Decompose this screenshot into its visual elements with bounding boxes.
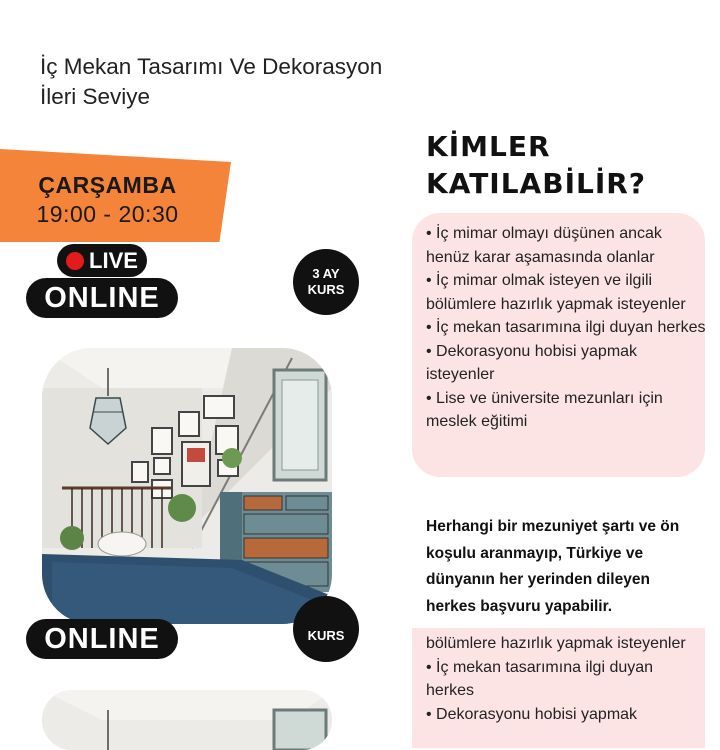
list-fragment: herkes xyxy=(426,682,475,699)
list-fragment-text: İç mekan tasarımına ilgi duyan xyxy=(436,658,654,676)
audience-heading xyxy=(426,128,706,202)
live-label: LIVE xyxy=(89,247,138,273)
duration-line1: 3 AY xyxy=(312,266,340,281)
interior-sketch-image-repeat xyxy=(42,690,332,750)
audience-list-repeat xyxy=(426,632,706,726)
audience-heading-line1: KİMLER xyxy=(426,130,551,163)
list-fragment: • İç mekan tasarımına ilgi duyan xyxy=(426,658,654,676)
interior-illustration xyxy=(42,348,332,624)
course-title-line1: İç Mekan Tasarımı Ve Dekorasyon xyxy=(40,54,383,79)
online-label: ONLINE xyxy=(44,281,160,314)
interior-illustration-repeat xyxy=(42,690,332,750)
interior-sketch-image xyxy=(42,348,332,624)
day-label: ÇARŞAMBA xyxy=(38,172,177,198)
list-item: • İç mekan tasarımına ilgi duyan herkes xyxy=(426,316,706,340)
course-title-line2: İleri Seviye xyxy=(40,84,151,109)
online-label-repeat: ONLINE xyxy=(44,622,160,655)
list-fragment-text: Dekorasyonu hobisi yapmak xyxy=(436,705,638,723)
live-badge xyxy=(57,244,147,277)
online-badge-repeat xyxy=(26,619,178,659)
duration-badge-repeat xyxy=(293,596,359,662)
audience-heading-line2: KATILABİLİR? xyxy=(426,167,647,200)
red-dot-icon xyxy=(66,252,84,270)
audience-list xyxy=(426,222,706,434)
list-item: • Lise ve üniversite mezunları için meslek eğitimi xyxy=(426,387,706,434)
online-badge xyxy=(26,278,178,318)
list-item: • İç mimar olmak isteyen ve ilgili bölümlere hazırlık yapmak isteyenler xyxy=(426,269,706,316)
list-item: • Dekorasyonu hobisi yapmak isteyenler xyxy=(426,340,706,387)
time-label: 19:00 - 20:30 xyxy=(36,201,179,227)
duration-line2-repeat: KURS xyxy=(307,628,345,643)
list-fragment: bölümlere hazırlık yapmak isteyenler xyxy=(426,635,686,652)
duration-badge xyxy=(293,249,359,315)
list-fragment: • Dekorasyonu hobisi yapmak xyxy=(426,705,638,723)
course-title xyxy=(40,52,460,112)
list-item: • İç mimar olmayı düşünen ancak henüz karar aşamasında olanlar xyxy=(426,222,706,269)
duration-line2: KURS xyxy=(307,282,345,297)
eligibility-note: Herhangi bir mezuniyet şartı ve ön koşulu aranmayıp, Türkiye ve dünyanın her yerinden dileyen herkes başvuru yapabilir. xyxy=(426,518,680,615)
